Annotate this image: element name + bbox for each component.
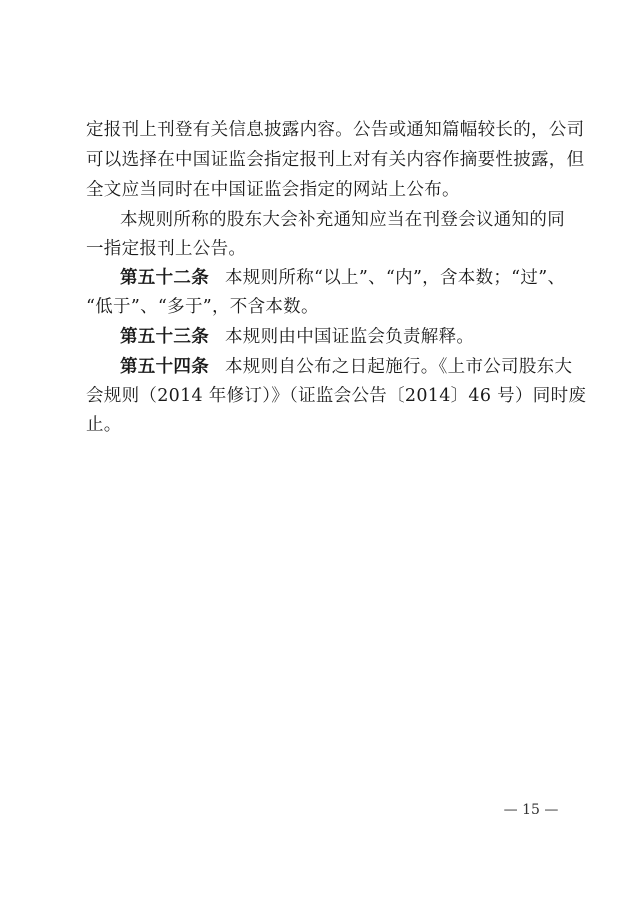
- page-number: — 15 —: [503, 802, 559, 818]
- paragraph-line-2: 可以选择在中国证监会指定报刊上对有关内容作摘要性披露，但: [86, 150, 585, 170]
- paragraph-line-4: 本规则所称的股东大会补充通知应当在刊登会议通知的同: [120, 210, 565, 230]
- paragraph-line-5: 一指定报刊上公告。: [86, 239, 247, 259]
- article-54-text: 本规则自公布之日起施行。《上市公司股东大: [225, 357, 573, 377]
- article-53-line: [120, 325, 556, 349]
- article-54-line-1: [120, 355, 573, 379]
- article-52-number: 第五十二条: [120, 268, 209, 288]
- paragraph-line-3: 全文应当同时在中国证监会指定的网站上公布。: [86, 180, 460, 200]
- article-54-line-2: 会规则（2014 年修订）》（证监会公告〔2014〕46 号）同时废: [86, 386, 587, 406]
- article-52-text: 本规则所称“以上”、“内”，含本数；“过”、: [225, 268, 566, 288]
- article-54-number: 第五十四条: [120, 357, 209, 377]
- article-54-line-3: 止。: [86, 415, 122, 435]
- article-52-line-1: [120, 266, 566, 290]
- article-53-text: 本规则由中国证监会负责解释。: [225, 327, 475, 347]
- article-53-number: 第五十三条: [120, 327, 209, 347]
- article-52-line-2: “低于”、“多于”，不含本数。: [86, 297, 319, 317]
- paragraph-line-1: 定报刊上刊登有关信息披露内容。公告或通知篇幅较长的，公司: [86, 120, 585, 140]
